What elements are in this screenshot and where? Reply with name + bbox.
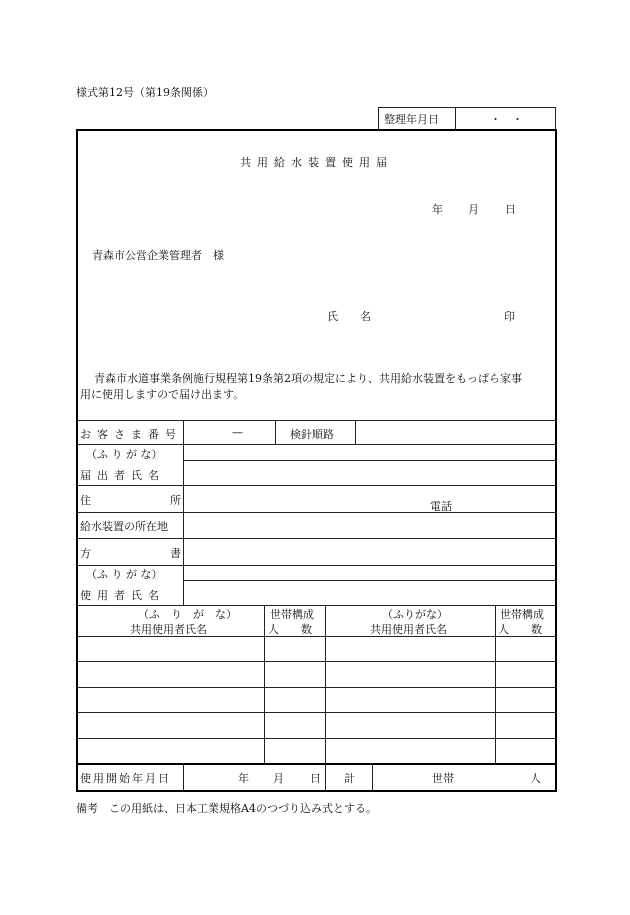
date-day: 日 bbox=[505, 203, 516, 216]
persons-label: 人 bbox=[530, 772, 541, 785]
seiri-value: ・ ・ bbox=[490, 113, 523, 126]
dash: — bbox=[232, 426, 243, 439]
start-date-label: 使用開始年月日 bbox=[80, 772, 171, 785]
addressee: 青森市公営企業管理者 様 bbox=[92, 249, 224, 262]
form-number: 様式第12号（第19条関係） bbox=[76, 86, 214, 99]
table-col4-line1: 世帯構成 bbox=[500, 608, 544, 621]
table-col1-line2: 共用使用者氏名 bbox=[130, 623, 207, 636]
phone-label: 電話 bbox=[430, 500, 452, 513]
table-col3-line1: （ふりがな） bbox=[382, 608, 448, 621]
address-label-2: 所 bbox=[170, 494, 181, 507]
body-line-1: 青森市水道事業条例施行規程第19条第2項の規定により、共用給水装置をもっぱら家事 bbox=[94, 372, 522, 385]
table-row bbox=[77, 661, 555, 662]
user-name-label: 使用者氏名 bbox=[80, 589, 165, 602]
name-label: 氏 名 bbox=[327, 310, 371, 323]
note: 備考 この用紙は、日本工業規格A4のつづり込み式とする。 bbox=[76, 802, 377, 815]
total-label: 計 bbox=[344, 772, 355, 785]
table-col3-line2: 共用使用者氏名 bbox=[370, 623, 447, 636]
table-col1-line1: （ふ り が な） bbox=[138, 608, 237, 621]
katagaki-label-1: 方 bbox=[80, 547, 91, 560]
table-col2-line2: 人 数 bbox=[268, 623, 312, 636]
seiri-label: 整理年月日 bbox=[384, 113, 439, 126]
kenshin-label: 検針順路 bbox=[290, 428, 334, 441]
furigana-label-2: （ふ り が な） bbox=[86, 568, 163, 581]
address-label-1: 住 bbox=[80, 494, 91, 507]
start-month: 月 bbox=[273, 772, 284, 785]
katagaki-label-2: 書 bbox=[170, 547, 181, 560]
body-line-2: 用に使用しますので届け出ます。 bbox=[80, 388, 245, 401]
table-row bbox=[77, 738, 555, 739]
applicant-label: 届出者氏名 bbox=[80, 469, 165, 482]
location-label: 給水装置の所在地 bbox=[80, 520, 168, 533]
furigana-label-1: （ふ り が な） bbox=[86, 448, 163, 461]
table-col4-line2: 人 数 bbox=[498, 623, 542, 636]
start-year: 年 bbox=[238, 772, 249, 785]
date-year: 年 bbox=[432, 203, 443, 216]
date-month: 月 bbox=[468, 203, 479, 216]
households-label: 世帯 bbox=[432, 772, 454, 785]
doc-title: 共用給水装置使用届 bbox=[240, 156, 393, 169]
table-row bbox=[77, 712, 555, 713]
table-row bbox=[77, 687, 555, 688]
start-day: 日 bbox=[310, 772, 321, 785]
customer-no-label: お客さま番号 bbox=[80, 428, 182, 441]
seal-label: 印 bbox=[504, 310, 515, 323]
table-col2-line1: 世帯構成 bbox=[270, 608, 314, 621]
